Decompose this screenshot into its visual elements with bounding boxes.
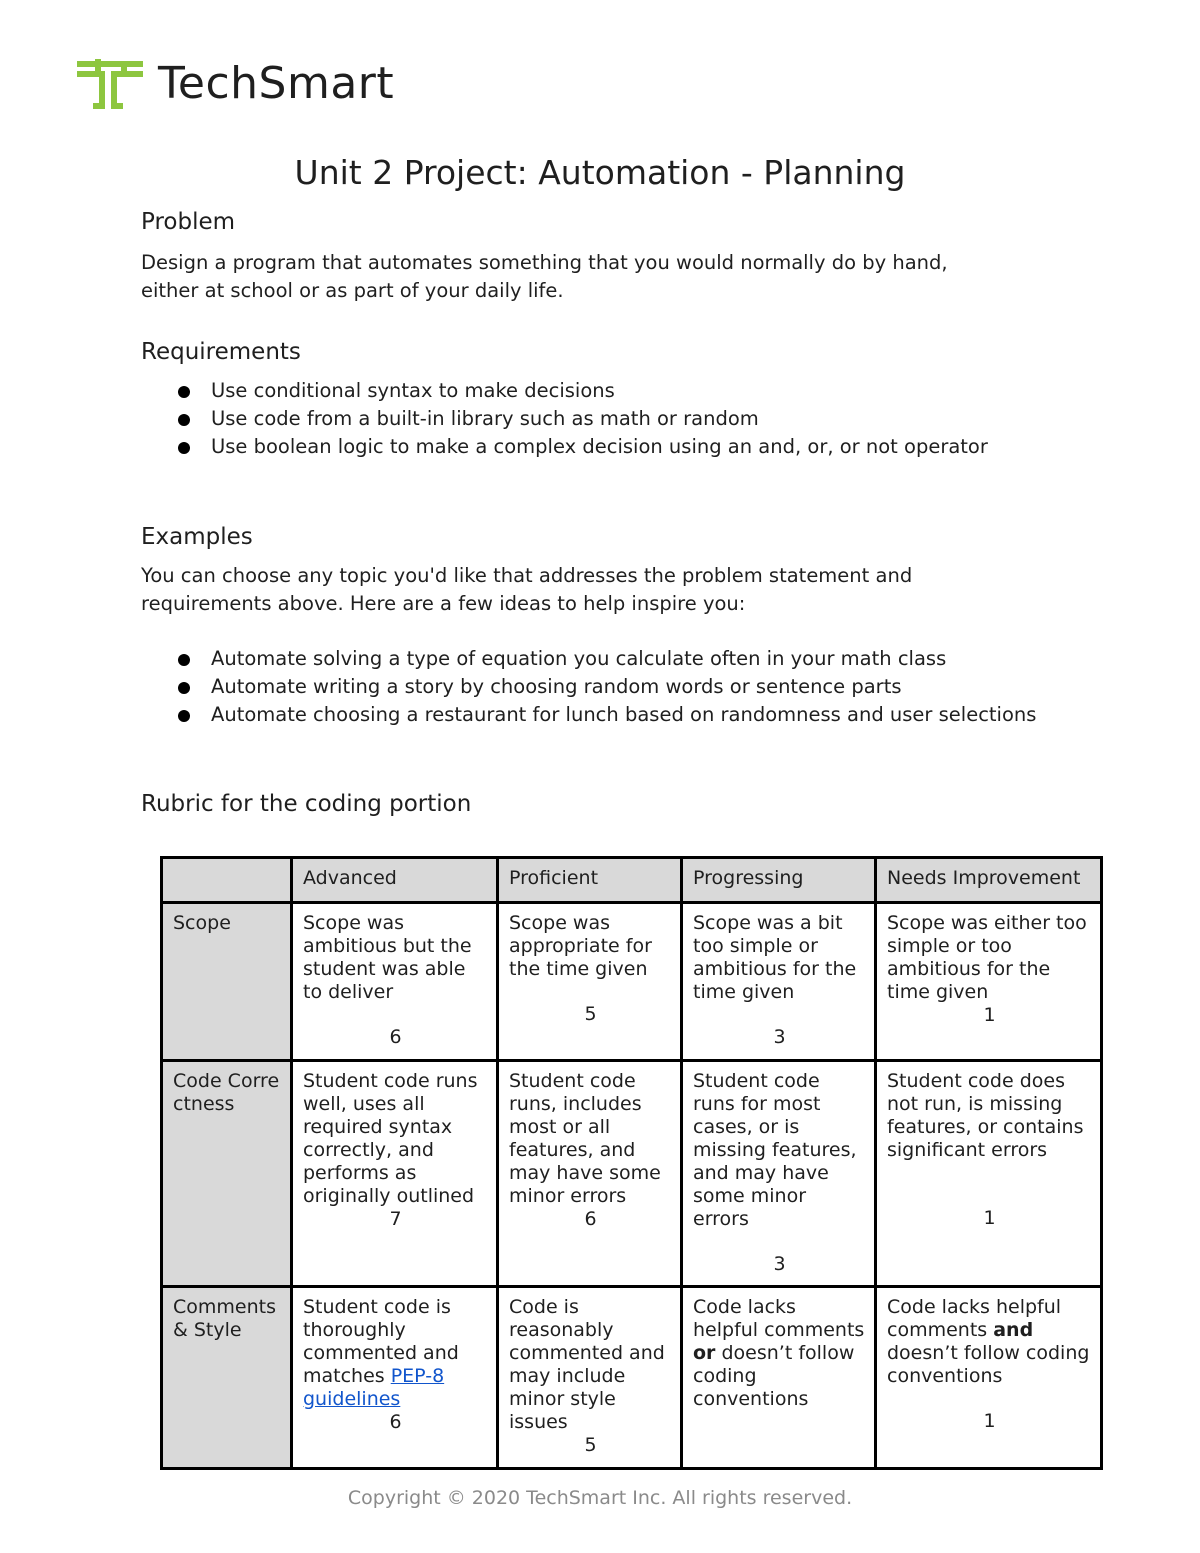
pep8-guidelines-link[interactable]: PEP-8 guidelines	[303, 1365, 445, 1410]
rubric-cell: Scope was either too simple or too ambitious for the time given 1	[876, 903, 1102, 1061]
score-value: 7	[389, 1208, 402, 1230]
requirements-list	[141, 377, 1001, 461]
row-header: Comments & Style	[162, 1287, 292, 1469]
score-value: 6	[584, 1208, 597, 1230]
page-title: Unit 2 Project: Automation - Planning	[294, 153, 906, 192]
score-value: 1	[983, 1207, 996, 1229]
column-header: Progressing	[682, 858, 876, 903]
bullet-icon	[178, 442, 190, 454]
list-item: Use conditional syntax to make decisions	[141, 377, 1001, 405]
rubric-cell: Code lacks helpful comments and doesn’t follow coding conventions 1	[876, 1287, 1102, 1469]
examples-list	[141, 645, 1041, 729]
copyright-footer: Copyright © 2020 TechSmart Inc. All rights reserved.	[347, 1487, 853, 1509]
problem-text	[141, 249, 1061, 305]
rubric-cell: Student code runs well, uses all required syntax correctly, and performs as originally outlined 7	[292, 1061, 498, 1287]
problem-line-1: Design a program that automates something that you would normally do by hand,	[141, 251, 948, 274]
examples-heading: Examples	[141, 524, 253, 550]
score-value: 5	[584, 1434, 597, 1456]
score-value: 6	[389, 1026, 402, 1048]
bullet-icon	[178, 414, 190, 426]
score-value: 5	[584, 1003, 597, 1025]
bullet-icon	[178, 654, 190, 666]
problem-line-2: either at school or as part of your daily life.	[141, 279, 564, 302]
rubric-cell: Scope was appropriate for the time given 5	[498, 903, 682, 1061]
examples-intro	[141, 562, 1061, 618]
table-header-row	[162, 858, 1102, 903]
rubric-cell: Scope was ambitious but the student was able to deliver 6	[292, 903, 498, 1061]
list-item: Use boolean logic to make a complex decision using an and, or, or not operator	[141, 433, 1001, 461]
rubric-cell: Student code runs for most cases, or is missing features, and may have some minor errors 3	[682, 1061, 876, 1287]
brand-name: TechSmart	[158, 58, 395, 109]
score-value: 1	[983, 1410, 996, 1432]
rubric-cell: Student code is thoroughly commented and matches PEP-8 guidelines 6	[292, 1287, 498, 1469]
table-row	[162, 903, 1102, 1061]
score-value: 1	[983, 1004, 996, 1026]
column-header: Proficient	[498, 858, 682, 903]
rubric-cell: Code is reasonably commented and may include minor style issues 5	[498, 1287, 682, 1469]
rubric-cell: Student code does not run, is missing features, or contains significant errors 1	[876, 1061, 1102, 1287]
score-value: 3	[773, 1026, 786, 1048]
rubric-heading: Rubric for the coding portion	[141, 791, 472, 817]
column-header: Advanced	[292, 858, 498, 903]
table-row	[162, 1287, 1102, 1469]
score-value: 3	[773, 1253, 786, 1275]
column-header: Needs Improvement	[876, 858, 1102, 903]
circuit-logo-icon	[76, 58, 144, 110]
corner-cell	[162, 858, 292, 903]
requirements-heading: Requirements	[141, 339, 301, 365]
bullet-icon	[178, 682, 190, 694]
score-value: 6	[389, 1411, 402, 1433]
rubric-cell: Scope was a bit too simple or ambitious for the time given 3	[682, 903, 876, 1061]
list-item: Automate writing a story by choosing random words or sentence parts	[141, 673, 1041, 701]
techsmart-logo	[76, 58, 394, 110]
list-item: Automate choosing a restaurant for lunch based on randomness and user selections	[141, 701, 1041, 729]
list-item: Automate solving a type of equation you calculate often in your math class	[141, 645, 1041, 673]
rubric-cell: Student code runs, includes most or all features, and may have some minor errors 6	[498, 1061, 682, 1287]
row-header: Code Correctness	[162, 1061, 292, 1287]
row-header: Scope	[162, 903, 292, 1061]
examples-line-1: You can choose any topic you'd like that addresses the problem statement and	[141, 564, 913, 587]
bullet-icon	[178, 386, 190, 398]
examples-line-2: requirements above. Here are a few ideas to help inspire you:	[141, 592, 746, 615]
bullet-icon	[178, 710, 190, 722]
rubric-table	[160, 856, 1103, 1470]
rubric-cell: Code lacks helpful comments or doesn’t follow coding conventions	[682, 1287, 876, 1469]
list-item: Use code from a built-in library such as math or random	[141, 405, 1001, 433]
problem-heading: Problem	[141, 209, 236, 235]
table-row	[162, 1061, 1102, 1287]
